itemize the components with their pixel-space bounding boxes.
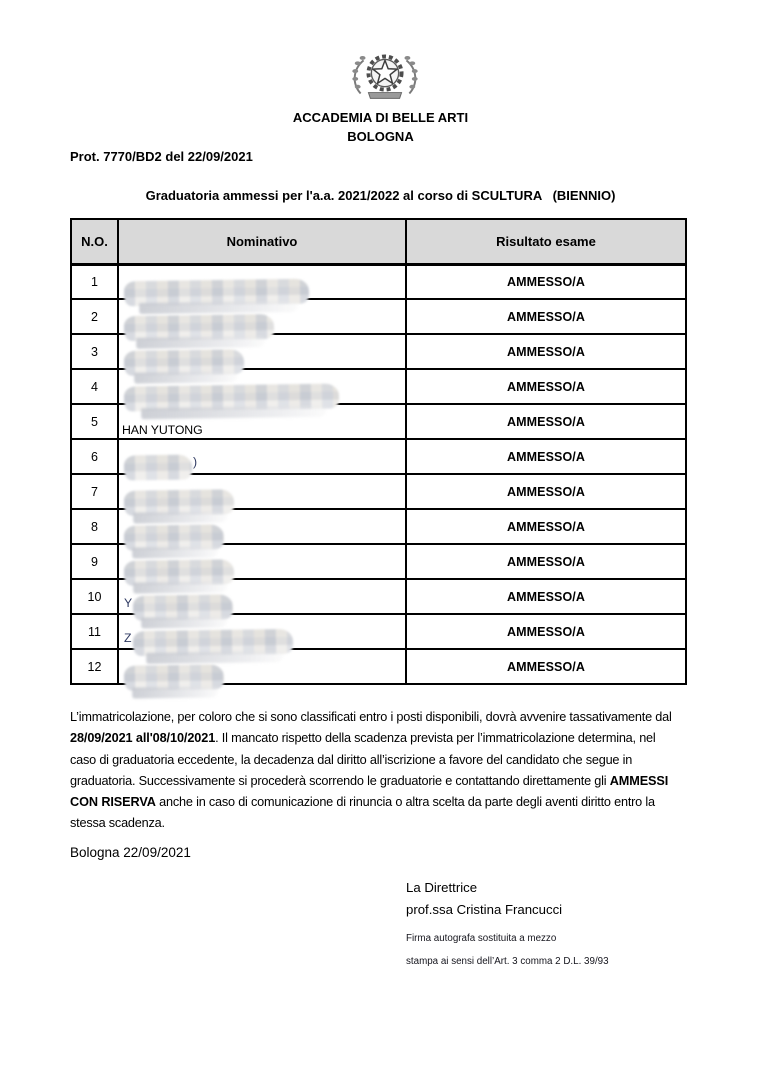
candidate-name-fragment: Y (124, 596, 133, 610)
row-number: 6 (71, 439, 118, 474)
row-number: 11 (71, 614, 118, 649)
column-header-risultato-esame: Risultato esame (406, 219, 686, 264)
result-value: AMMESSO/A (406, 334, 686, 369)
nominativo-cell (118, 264, 406, 299)
result-value: AMMESSO/A (406, 509, 686, 544)
result-value: AMMESSO/A (406, 369, 686, 404)
institution-city: BOLOGNA (347, 129, 414, 144)
candidate-name: HAN YUTONG (122, 423, 203, 437)
fine-print-line-2: stampa ai sensi dell’Art. 3 comma 2 D.L. 39/93 (406, 955, 609, 967)
results-table (70, 218, 687, 685)
redacted-name (124, 455, 192, 481)
fine-print (406, 928, 609, 973)
signature-block (406, 877, 562, 921)
document-title: Graduatoria ammessi per l'a.a. 2021/2022 al corso di SCULTURA (BIENNIO) (145, 188, 616, 203)
row-number: 12 (71, 649, 118, 684)
row-number: 8 (71, 509, 118, 544)
redacted-name (124, 279, 309, 307)
result-value: AMMESSO/A (406, 264, 686, 299)
result-value: AMMESSO/A (406, 299, 686, 334)
table-row (71, 264, 686, 299)
italian-republic-emblem-icon (346, 49, 424, 101)
paragraph-segment: . Il mancato rispetto della scadenza prevista per l’immatricolazione determina, nel caso di graduatoria eccedente, la decadenza dal diritto all’iscrizione a favore del candidato che segue in graduatoria. Successivamente si procederà scorrendo le graduatorie e contattando direttamente gli (70, 731, 656, 788)
result-value: AMMESSO/A (406, 474, 686, 509)
paragraph-segment: L’immatricolazione, per coloro che si sono classificati entro i posti disponibili, dovrà avvenire tassativamente dal (70, 710, 672, 724)
column-header-nominativo: Nominativo (118, 219, 406, 264)
row-number: 9 (71, 544, 118, 579)
row-number: 3 (71, 334, 118, 369)
result-value: AMMESSO/A (406, 544, 686, 579)
result-value: AMMESSO/A (406, 439, 686, 474)
paragraph-bold-segment: AMMESSI CON RISERVA (70, 773, 669, 810)
row-number: 5 (71, 404, 118, 439)
row-number: 2 (71, 299, 118, 334)
candidate-name-fragment: Z (124, 631, 132, 645)
result-value: AMMESSO/A (406, 614, 686, 649)
signature-role: La Direttrice (406, 880, 478, 895)
redacted-name (133, 629, 293, 656)
redacted-name (124, 664, 224, 690)
body-paragraph (70, 707, 682, 835)
column-header-no: N.O. (71, 219, 118, 264)
redacted-name (124, 314, 274, 341)
result-value: AMMESSO/A (406, 649, 686, 684)
row-number: 10 (71, 579, 118, 614)
result-value: AMMESSO/A (406, 579, 686, 614)
redacted-name (133, 594, 233, 620)
table-body (71, 264, 686, 684)
fine-print-line-1: Firma autografa sostituita a mezzo (406, 933, 557, 944)
row-number: 7 (71, 474, 118, 509)
institution-name: ACCADEMIA DI BELLE ARTI (292, 110, 469, 125)
redacted-name (124, 524, 224, 550)
place-date: Bologna 22/09/2021 (70, 845, 191, 860)
protocol-line: Prot. 7770/BD2 del 22/09/2021 (70, 149, 253, 164)
nominativo-cell (118, 439, 406, 474)
row-number: 4 (71, 369, 118, 404)
row-number: 1 (71, 264, 118, 299)
result-value: AMMESSO/A (406, 404, 686, 439)
paragraph-segment: anche in caso di comunicazione di rinuncia o altra scelta da parte degli aventi diritto entro la stessa scadenza. (70, 795, 655, 831)
redacted-name (124, 384, 339, 412)
candidate-name-fragment: ) (193, 455, 197, 469)
table-row (71, 439, 686, 474)
table-header-row (71, 219, 686, 264)
redacted-name (124, 489, 234, 516)
paragraph-bold-segment: 28/09/2021 all'08/10/2021 (70, 731, 216, 746)
redacted-name (124, 349, 244, 376)
redacted-name (124, 559, 234, 586)
signature-name: prof.ssa Cristina Francucci (406, 902, 563, 917)
